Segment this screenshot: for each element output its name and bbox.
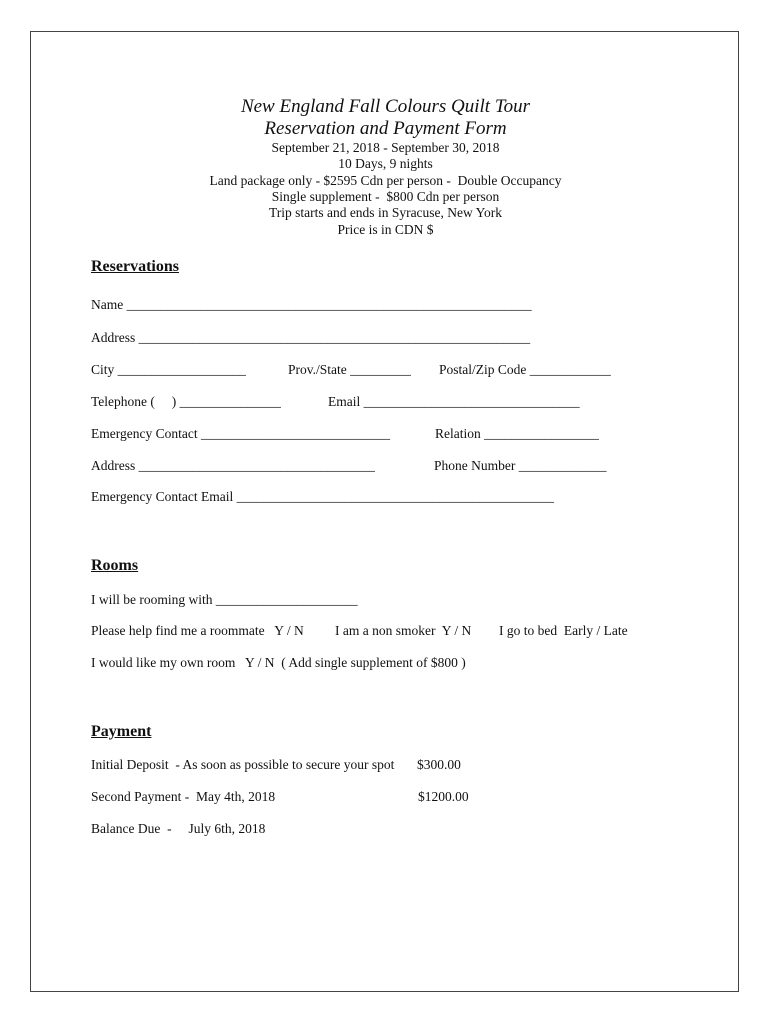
emergency-contact-field[interactable]: Emergency Contact ____________________________	[91, 426, 390, 441]
form-title: New England Fall Colours Quilt Tour	[240, 96, 531, 117]
relation-field[interactable]: Relation _________________	[435, 426, 599, 441]
rooming-with-field[interactable]: I will be rooming with _____________________	[91, 592, 358, 607]
price-currency: Price is in CDN $	[337, 222, 434, 237]
initial-deposit-label: Initial Deposit - As soon as possible to secure your spot	[91, 757, 395, 772]
single-supplement: Single supplement - $800 Cdn per person	[271, 189, 500, 204]
form-subtitle: Reservation and Payment Form	[264, 118, 507, 139]
initial-deposit-amount: $300.00	[417, 757, 461, 772]
emergency-address-field[interactable]: Address ___________________________________	[91, 458, 375, 473]
own-room-choice[interactable]: I would like my own room Y / N ( Add single supplement of $800 )	[91, 655, 466, 670]
city-field[interactable]: City ___________________	[91, 362, 246, 377]
reservations-heading: Reservations	[91, 258, 179, 275]
payment-heading: Payment	[91, 723, 152, 740]
trip-location: Trip starts and ends in Syracuse, New York	[268, 205, 503, 220]
second-payment-label: Second Payment - May 4th, 2018	[91, 789, 276, 804]
prov-state-field[interactable]: Prov./State _________	[288, 362, 411, 377]
tour-dates: September 21, 2018 - September 30, 2018	[271, 140, 500, 155]
second-payment-amount: $1200.00	[418, 789, 469, 804]
balance-due-label: Balance Due - July 6th, 2018	[91, 821, 266, 836]
address-field[interactable]: Address __________________________________________________________	[91, 330, 531, 345]
email-field[interactable]: Email ________________________________	[328, 394, 580, 409]
phone-number-field[interactable]: Phone Number _____________	[434, 458, 607, 473]
postal-code-field[interactable]: Postal/Zip Code ____________	[439, 362, 611, 377]
non-smoker-choice[interactable]: I am a non smoker Y / N	[335, 623, 472, 638]
tour-duration: 10 Days, 9 nights	[338, 156, 433, 171]
roommate-choice[interactable]: Please help find me a roommate Y / N	[91, 623, 304, 638]
form-page	[30, 31, 739, 992]
telephone-field[interactable]: Telephone ( ) _______________	[91, 394, 281, 409]
emergency-email-field[interactable]: Emergency Contact Email _______________________________________________	[91, 489, 554, 504]
name-field[interactable]: Name ____________________________________________________________	[91, 297, 532, 312]
rooms-heading: Rooms	[91, 557, 139, 574]
bedtime-choice[interactable]: I go to bed Early / Late	[499, 623, 628, 638]
land-package-price: Land package only - $2595 Cdn per person - Double Occupancy	[209, 173, 562, 188]
